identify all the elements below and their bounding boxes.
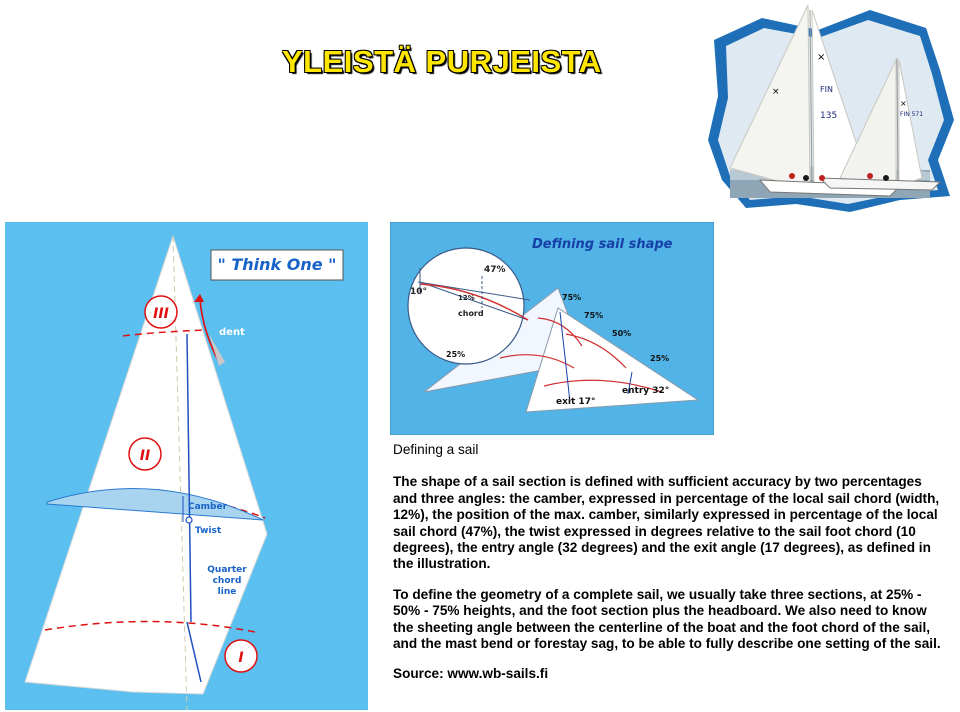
dent-label: dent: [219, 327, 245, 338]
page-title: YLEISTÄ PURJEISTA: [282, 44, 602, 79]
sailboat-photo: [700, 0, 960, 215]
section-label-ii: II: [139, 448, 151, 464]
svg-text:×: ×: [900, 99, 907, 108]
sail-shape-title: Defining sail shape: [532, 237, 673, 252]
svg-text:×: ×: [772, 87, 780, 97]
sail-number: FIN: [820, 85, 833, 94]
sail-number: FIN 571: [900, 111, 924, 118]
height-label: 50%: [612, 329, 632, 338]
entry-angle: entry 32°: [622, 386, 670, 396]
think-one-diagram: [5, 222, 368, 710]
twist-value: 10°: [410, 287, 428, 297]
sail-number: 135: [820, 111, 838, 121]
text-block: [393, 442, 948, 683]
paragraph: The shape of a sail section is defined with sufficient accuracy by two percentages and three angles: the camber, expressed in percentage of the local sail chord (width, 12%), the position of the max. camber, similarly expressed in percentage of the local sail chord (47%), the twist expressed in degrees relative to the sail foot chord (10 degrees), the entry angle (32 degrees) and the exit angle (17 degrees), as defined in the illustration.: [393, 474, 940, 572]
twist-label: Twist: [195, 526, 222, 536]
section-label-iii: III: [153, 306, 169, 322]
quarter-chord-label: line: [217, 587, 237, 597]
source-credit: Source: www.wb-sails.fi: [393, 666, 549, 682]
quarter-chord-label: Quarter: [207, 565, 247, 575]
section-label-i: I: [238, 650, 244, 666]
paragraph: To define the geometry of a complete sail, we usually take three sections, at 25% - 50% - 75% heights, and the foot section plus the headboard. We also need to know the sheeting angle between the centerline of the boat and the foot chord of the sail, and the mast bend or forestay sag, to be able to fully describe one setting of the sail.: [393, 586, 941, 652]
svg-text:×: ×: [817, 52, 826, 63]
camber-label: Camber: [188, 502, 228, 512]
height-label: 25%: [650, 354, 670, 363]
height-label: 75%: [584, 311, 604, 320]
sail-shape-diagram: [390, 222, 714, 435]
height-label: 75%: [562, 293, 582, 302]
think-one-label: " Think One ": [217, 255, 337, 274]
section-heading: Defining a sail: [393, 442, 479, 457]
height-label: 25%: [446, 350, 466, 359]
camber-value: 12%: [458, 294, 475, 302]
position-value: 47%: [484, 265, 506, 275]
quarter-chord-label: chord: [212, 576, 242, 586]
chord-label: chord: [458, 309, 484, 318]
exit-angle: exit 17°: [556, 397, 596, 407]
